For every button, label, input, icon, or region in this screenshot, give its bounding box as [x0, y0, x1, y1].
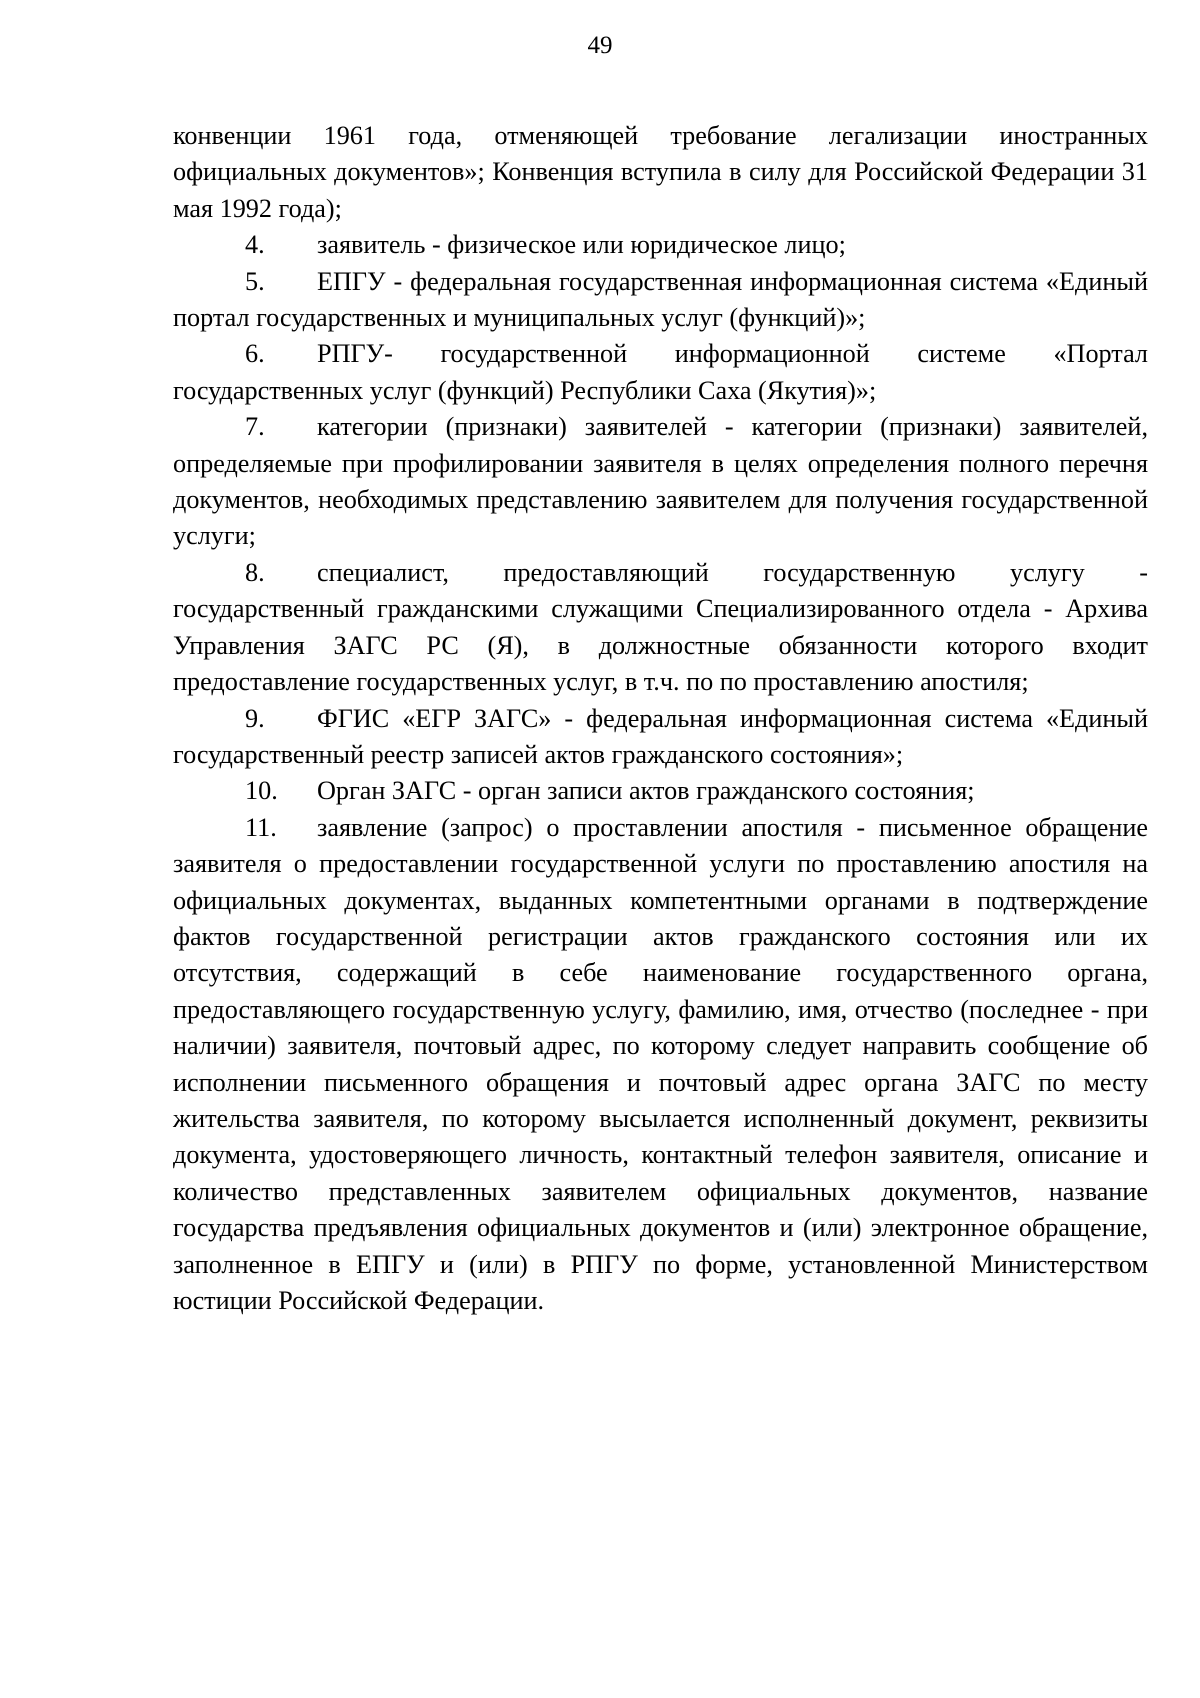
item-text: категории (признаки) заявителей - категории (признаки) заявителей, определяемые при профилировании заявителя в целях определения полного перечня документов, необходимых представлению заявителем для получения государственной услуги;: [173, 412, 1148, 551]
list-item-5: [173, 264, 1148, 337]
page-number: 49: [587, 32, 613, 59]
item-number: 4.: [245, 230, 265, 260]
document-body: [173, 118, 1148, 1319]
item-text: заявитель - физическое или юридическое лицо;: [317, 230, 846, 260]
item-text: РПГУ- государственной информационной системе «Портал государственных услуг (функций) Республики Саха (Якутия)»;: [173, 339, 1148, 405]
item-number: 6.: [245, 339, 265, 369]
list-item-9: [173, 701, 1148, 774]
item-number: 5.: [245, 266, 265, 296]
item-number: 10.: [245, 776, 278, 806]
item-text: ЕПГУ - федеральная государственная информационная система «Единый портал государственных и муниципальных услуг (функций)»;: [173, 266, 1148, 333]
intro-paragraph: конвенции 1961 года, отменяющей требование легализации иностранных официальных документов»; Конвенция вступила в силу для Российской Федерации 31 мая 1992 года);: [173, 121, 1148, 223]
item-number: 11.: [245, 812, 277, 842]
list-item-7: [173, 409, 1148, 555]
list-item-8: [173, 555, 1148, 701]
item-text: специалист, предоставляющий государственную услугу - государственный гражданскими служащими Специализированного отдела - Архива Управления ЗАГС РС (Я), в должностные обязанности которого входит предоставление государственных услуг, в т.ч. по по проставлению апостиля;: [173, 557, 1148, 697]
list-item-10: [173, 773, 1148, 809]
item-number: 8.: [245, 557, 265, 587]
list-item-4: [173, 227, 1148, 263]
item-text: заявление (запрос) о проставлении апостиля - письменное обращение заявителя о предоставлении государственной услуги по проставлению апостиля на официальных документах, выданных компетентными органами в подтверждение фактов государственной регистрации актов гражданского состояния или их отсутствия, содержащий в себе наименование государственного органа, предоставляющего государственную услугу, фамилию, имя, отчество (последнее - при наличии) заявителя, почтовый адрес, по которому следует направить сообщение об исполнении письменного обращения и почтовый адрес органа ЗАГС по месту жительства заявителя, по которому высылается исполненный документ, реквизиты документа, удостоверяющего личность, контактный телефон заявителя, описание и количество представленных заявителем официальных документов, название государства предъявления официальных документов и (или) электронное обращение, заполненное в ЕПГУ и (или) в РПГУ по форме, установленной Министерством юстиции Российской Федерации.: [173, 812, 1148, 1315]
list-item-6: [173, 336, 1148, 409]
item-text: Орган ЗАГС - орган записи актов гражданского состояния;: [317, 776, 975, 806]
list-item-11: [173, 810, 1148, 1320]
item-text: ФГИС «ЕГР ЗАГС» - федеральная информационная система «Единый государственный реестр записей актов гражданского состояния»;: [173, 703, 1148, 769]
item-number: 9.: [245, 703, 265, 733]
item-number: 7.: [245, 412, 265, 442]
